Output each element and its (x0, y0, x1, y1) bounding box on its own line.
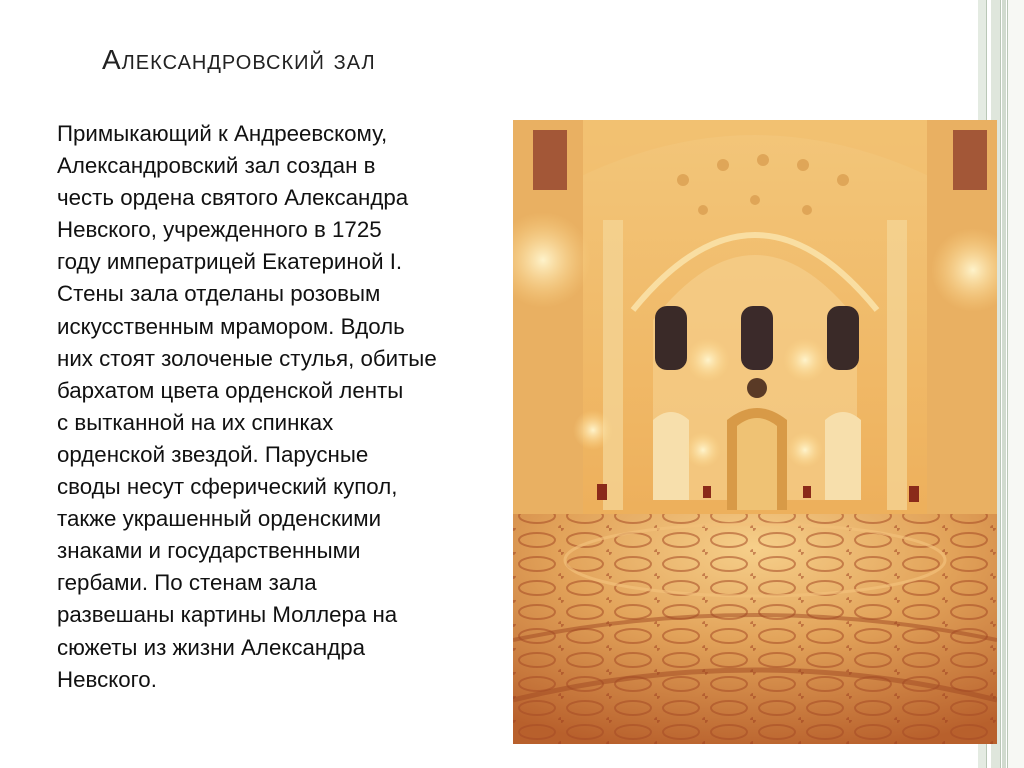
body-line: бархатом цвета орденской ленты (57, 377, 404, 403)
body-line: честь ордена святого Александра (57, 185, 409, 211)
body-line: сюжеты из жизни Александра (57, 634, 366, 660)
slide-border-line (1007, 0, 1008, 768)
body-line: году императрицей Екатериной I. (57, 249, 403, 275)
slide-border-line (1000, 0, 1001, 768)
body-line: них стоят золоченые стулья, обитые (57, 345, 437, 371)
hall-interior-photo (513, 120, 997, 744)
body-line: Стены зала отделаны розовым (57, 281, 381, 307)
body-line: Невского, учрежденного в 1725 (57, 217, 382, 243)
body-line: с вытканной на их спинках (57, 409, 334, 435)
body-line: гербами. По стенам зала (57, 570, 317, 596)
body-line: развешаны картины Моллера на (57, 602, 398, 628)
body-line: орденской звездой. Парусные (57, 441, 369, 467)
body-line: Примыкающий к Андреевскому, (57, 121, 388, 146)
body-line: также украшенный орденскими (57, 506, 382, 532)
slide-border-band (1002, 0, 1006, 768)
body-line: Невского. (57, 666, 157, 692)
body-line: искусственным мрамором. Вдоль (57, 313, 405, 339)
body-line: Александровский зал создан в (57, 153, 376, 179)
body-line: знаками и государственными (57, 538, 361, 564)
body-line: своды несут сферический купол, (57, 474, 398, 500)
slide-body-text (57, 118, 507, 696)
slide-title: Александровский зал (102, 44, 376, 75)
slide-border-band (1008, 0, 1024, 768)
